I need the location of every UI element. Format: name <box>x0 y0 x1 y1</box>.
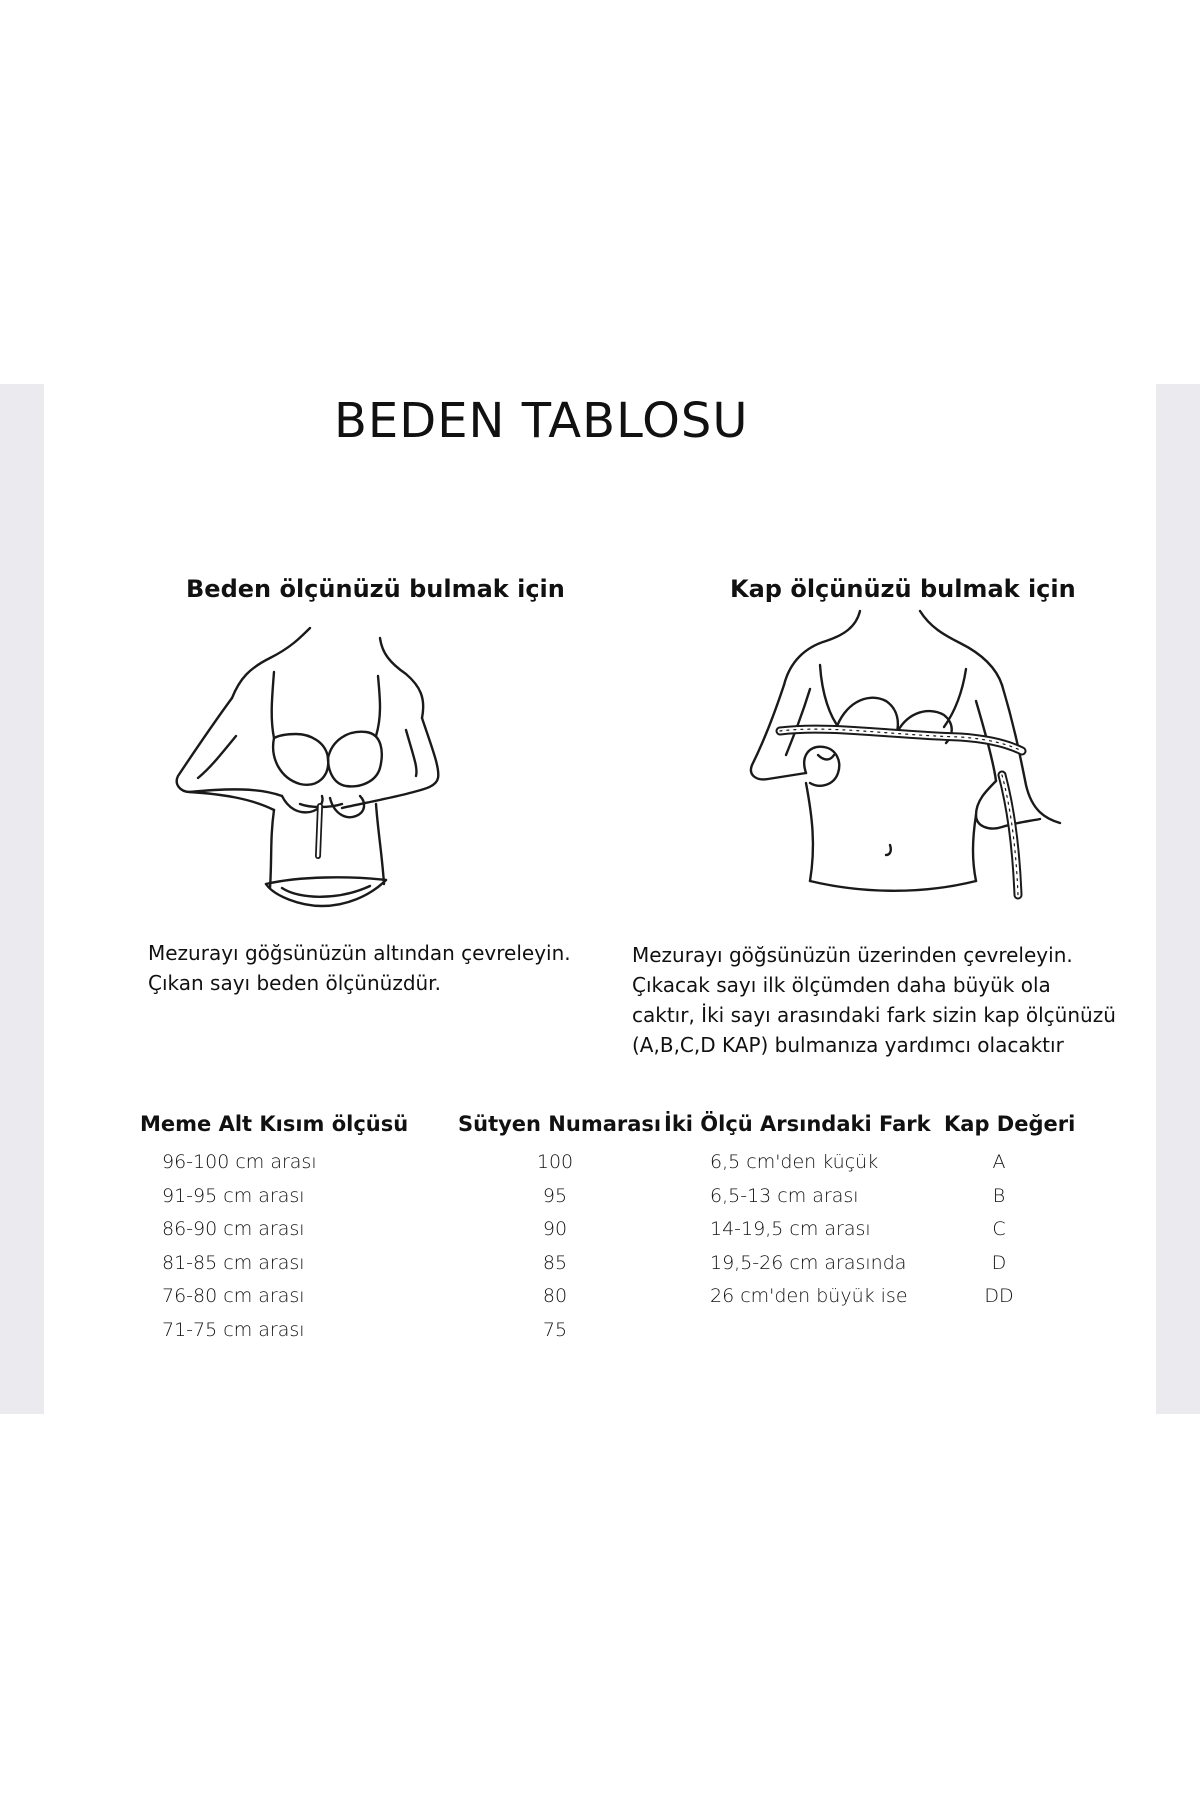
difference-column-header: İki Ölçü Arsındaki Fark <box>664 1112 931 1136</box>
bra-size: 85 <box>542 1251 568 1274</box>
bra-size: 90 <box>542 1218 568 1240</box>
table-row <box>140 1180 670 1214</box>
cup-value: D <box>991 1251 1007 1274</box>
bra-size: 80 <box>542 1285 568 1307</box>
cup-value: DD <box>984 1285 1014 1307</box>
instruction-line: Mezurayı göğsünüzün altından çevreleyin. <box>148 941 571 965</box>
left-margin-bar <box>0 384 44 1414</box>
table-row <box>140 1280 670 1314</box>
instruction-line: Mezurayı göğsünüzün üzerinden çevreleyin. <box>632 943 1073 967</box>
cup-value-column-header: Kap Değeri <box>944 1112 1076 1136</box>
page-title: BEDEN TABLOSU <box>334 393 749 449</box>
cup-size-instructions <box>632 940 1116 1060</box>
difference-range: 6,5 cm'den küçük <box>710 1151 879 1173</box>
cup-value: B <box>992 1184 1006 1207</box>
cup-size-heading: Kap ölçünüzü bulmak için <box>730 575 1076 603</box>
bra-size-column-header: Sütyen Numarası <box>458 1112 662 1136</box>
cup-value: C <box>992 1218 1006 1240</box>
underbust-range: 81-85 cm arası <box>162 1251 305 1274</box>
woman-measuring-bust-illustration <box>740 605 1080 905</box>
underbust-column-header: Meme Alt Kısım ölçüsü <box>140 1112 409 1136</box>
woman-measuring-underbust-illustration <box>170 618 480 908</box>
table-row <box>140 1213 670 1247</box>
instruction-line: caktır, İki sayı arasındaki fark sizin kap ölçünüzü <box>632 1003 1116 1027</box>
underbust-range: 91-95 cm arası <box>162 1184 305 1207</box>
table-header <box>664 1112 1084 1146</box>
difference-range: 6,5-13 cm arası <box>710 1184 859 1207</box>
band-size-instructions <box>148 938 571 998</box>
band-size-table <box>140 1112 670 1347</box>
difference-range: 19,5-26 cm arasında <box>710 1251 907 1274</box>
underbust-range: 76-80 cm arası <box>162 1285 305 1307</box>
difference-range: 14-19,5 cm arası <box>710 1218 871 1240</box>
table-header <box>140 1112 670 1146</box>
table-row <box>140 1247 670 1281</box>
table-row <box>664 1180 1084 1214</box>
underbust-range: 71-75 cm arası <box>162 1318 305 1341</box>
bra-size: 75 <box>542 1318 568 1341</box>
instruction-line: (A,B,C,D KAP) bulmanıza yardımcı olacaktır <box>632 1033 1064 1057</box>
table-row <box>664 1146 1084 1180</box>
cup-size-table <box>664 1112 1084 1314</box>
table-row <box>664 1213 1084 1247</box>
bra-size: 100 <box>536 1151 574 1173</box>
cup-value: A <box>992 1151 1006 1173</box>
underbust-range: 96-100 cm arası <box>162 1151 317 1173</box>
right-margin-bar <box>1156 384 1200 1414</box>
table-row <box>664 1247 1084 1281</box>
table-row <box>140 1314 670 1348</box>
table-row <box>140 1146 670 1180</box>
instruction-line: Çıkan sayı beden ölçünüzdür. <box>148 971 441 995</box>
band-size-heading: Beden ölçünüzü bulmak için <box>186 575 565 603</box>
difference-range: 26 cm'den büyük ise <box>710 1285 908 1307</box>
table-row <box>664 1280 1084 1314</box>
instruction-line: Çıkacak sayı ilk ölçümden daha büyük ola <box>632 973 1051 997</box>
underbust-range: 86-90 cm arası <box>162 1218 305 1240</box>
bra-size: 95 <box>542 1184 568 1207</box>
